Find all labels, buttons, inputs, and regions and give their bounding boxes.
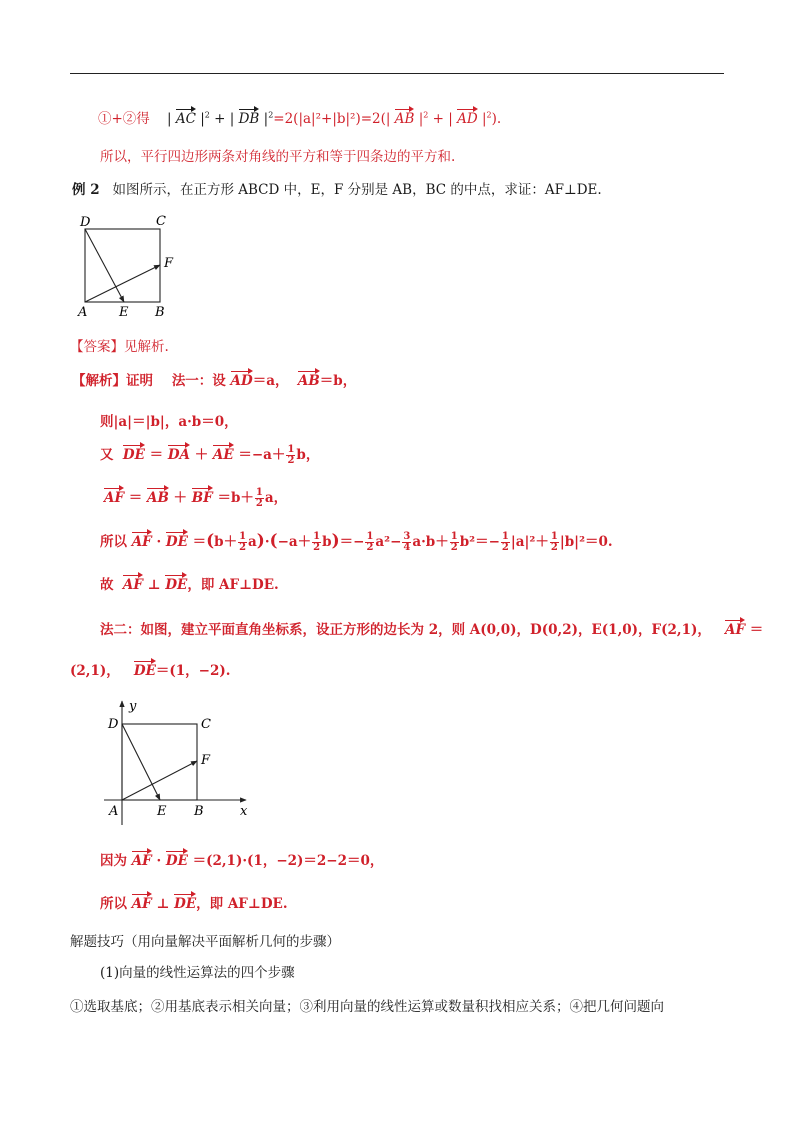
set-b: ＝b， <box>319 373 357 389</box>
square-figure-1 <box>74 210 184 322</box>
norm-line: 则|a|＝|b|，a·b＝0， <box>100 414 238 430</box>
so-pre: 所以 <box>100 896 127 912</box>
vec-de-3: DE <box>165 577 188 593</box>
tips-step2: ①选取基底；②用基底表示相关向量；③利用向量的线性运算或数量积找相应关系；④把几何问题向 <box>70 999 664 1015</box>
identity-line: ①+②得 | AC $|^2$ + | DB $|^2=2(|a|^2+|b|^2)=2(|$ AB $|^2$ + | AD $|^2$). <box>98 110 502 127</box>
vec-af-6: AF <box>131 896 152 912</box>
frac-half: $\frac{1}{2}$ <box>287 444 295 466</box>
because-end: ＝(2,1)·(1，−2)＝2−2＝0， <box>192 853 384 869</box>
analysis-label: 【解析】证明 <box>72 373 153 389</box>
vec-ad: AD <box>457 111 478 127</box>
af-rest: ＝b＋ <box>217 490 254 506</box>
prod-end: |b|²＝0. <box>559 534 613 550</box>
label-e-2: E <box>157 804 167 819</box>
answer-line: 【答案】见解析. <box>70 339 169 355</box>
method2-b: (2,1)， <box>70 663 120 679</box>
vec-ab-3: AB <box>146 490 169 506</box>
vec-af-3: AF <box>122 577 143 593</box>
coordinate-figure-2 <box>100 697 255 827</box>
example-label: 例 2 <box>72 182 100 198</box>
perp-end: ，即 AF⊥DE. <box>187 577 279 593</box>
because-line: 因为 AF · DE ＝(2,1)·(1，−2)＝2−2＝0， <box>100 853 384 869</box>
perp-pre: 故 <box>100 577 114 593</box>
arrow-af <box>85 265 160 302</box>
label-b-2: B <box>194 804 204 819</box>
analysis-line <box>72 369 356 389</box>
vec-de-6: DE <box>174 896 197 912</box>
vec-bf: BF <box>191 490 213 506</box>
example-2 <box>72 178 602 198</box>
vec-da: DA <box>167 447 190 463</box>
label-b: B <box>155 305 165 320</box>
label-f-2: F <box>201 753 211 768</box>
vec-de-5: DE <box>165 853 188 869</box>
vec-af: AF <box>104 490 125 506</box>
tips-heading: 解题技巧（用向量解决平面解析几何的步骤） <box>70 934 340 950</box>
because-pre: 因为 <box>100 853 127 869</box>
header-rule <box>70 73 724 74</box>
conclusion-line: 所以，平行四边形两条对角线的平方和等于四条边的平方和. <box>100 149 456 165</box>
arrow-af-2 <box>122 761 197 800</box>
label-d: D <box>80 215 91 230</box>
vec-af-2: AF <box>131 534 152 550</box>
so-line: 所以 AF ⊥ DE，即 AF⊥DE. <box>100 896 288 912</box>
label-c-2: C <box>201 717 211 732</box>
vec-db: DB <box>238 111 260 127</box>
perp-line: 故 AF ⊥ DE，即 AF⊥DE. <box>100 577 279 593</box>
arrow-de-2 <box>122 724 160 800</box>
vec-af-5: AF <box>131 853 152 869</box>
vec-af-4: AF <box>725 622 746 638</box>
de-b: b， <box>296 447 320 463</box>
label-x: x <box>240 804 248 819</box>
square-abcd-2 <box>122 724 197 800</box>
method1-text: 法一：设 <box>171 373 226 389</box>
example-text: 如图所示，在正方形 ABCD 中，E，F 分别是 AB，BC 的中点，求证：AF⊥DE. <box>112 182 602 198</box>
label-a: A <box>78 305 88 320</box>
label-a-2: A <box>109 804 119 819</box>
vec-ae: AE <box>212 447 234 463</box>
label-y: y <box>129 699 137 714</box>
vec-de: DE <box>122 447 145 463</box>
tips-step1: (1)向量的线性运算法的四个步骤 <box>100 965 295 981</box>
af-a: a， <box>264 490 288 506</box>
de-pre: 又 <box>100 447 114 463</box>
label-e: E <box>119 305 129 320</box>
method2-b-end: ＝(1，−2). <box>155 663 231 679</box>
de-rest: ＝−a＋ <box>238 447 286 463</box>
label-f: F <box>164 256 174 271</box>
identity-end: ). <box>491 111 502 127</box>
method2-cont <box>70 659 230 679</box>
identity-mid: =2(|a|²+|b|²)=2(| <box>273 111 391 127</box>
set-a: ＝a， <box>252 373 289 389</box>
label-c: C <box>156 214 166 229</box>
product-line: 所以 AF · DE ＝(b＋ $\frac{1}{2}$ a)·(−a＋ $\frac{1}{2}$ b)＝− $\frac{1}{2}$ a²− $\frac{3}{4}$ a·b＋ $\frac{1}{2}$ b²＝− $\frac{1}{2}$ |a|²＋ $\frac{1}{2}$ |b|²＝0. <box>100 531 613 553</box>
vec-ab-2: AB <box>297 373 320 389</box>
label-d-2: D <box>108 717 119 732</box>
vec-ab: AB <box>394 111 415 127</box>
so-end: ，即 AF⊥DE. <box>196 896 288 912</box>
step-label: ①+②得 <box>98 111 150 127</box>
prod-pre: 所以 <box>100 534 127 550</box>
de-line: 又 DE ＝ DA ＋ AE ＝−a＋ $\frac{1}{2}$ b， <box>100 444 320 466</box>
vec-ad-2: AD <box>230 373 253 389</box>
vec-de-4: DE <box>133 663 156 679</box>
frac-half: $\frac{1}{2}$ <box>255 487 263 509</box>
af-line: AF ＝ AB ＋ BF ＝b＋ $\frac{1}{2}$ a， <box>104 487 288 509</box>
square-abcd <box>85 229 160 302</box>
vec-de-2: DE <box>165 534 188 550</box>
vec-ac: AC <box>175 111 196 127</box>
arrow-de <box>85 229 124 302</box>
method2-text: 法二：如图，建立平面直角坐标系，设正方形的边长为 2，则 A(0,0)，D(0,2)，E(1,0)，F(2,1)， <box>100 622 711 638</box>
prod-tail: |a|²＋ <box>510 534 549 550</box>
method2-line: 法二：如图，建立平面直角坐标系，设正方形的边长为 2，则 A(0,0)，D(0,2)，E(1,0)，F(2,1)， AF ＝ <box>100 622 764 638</box>
